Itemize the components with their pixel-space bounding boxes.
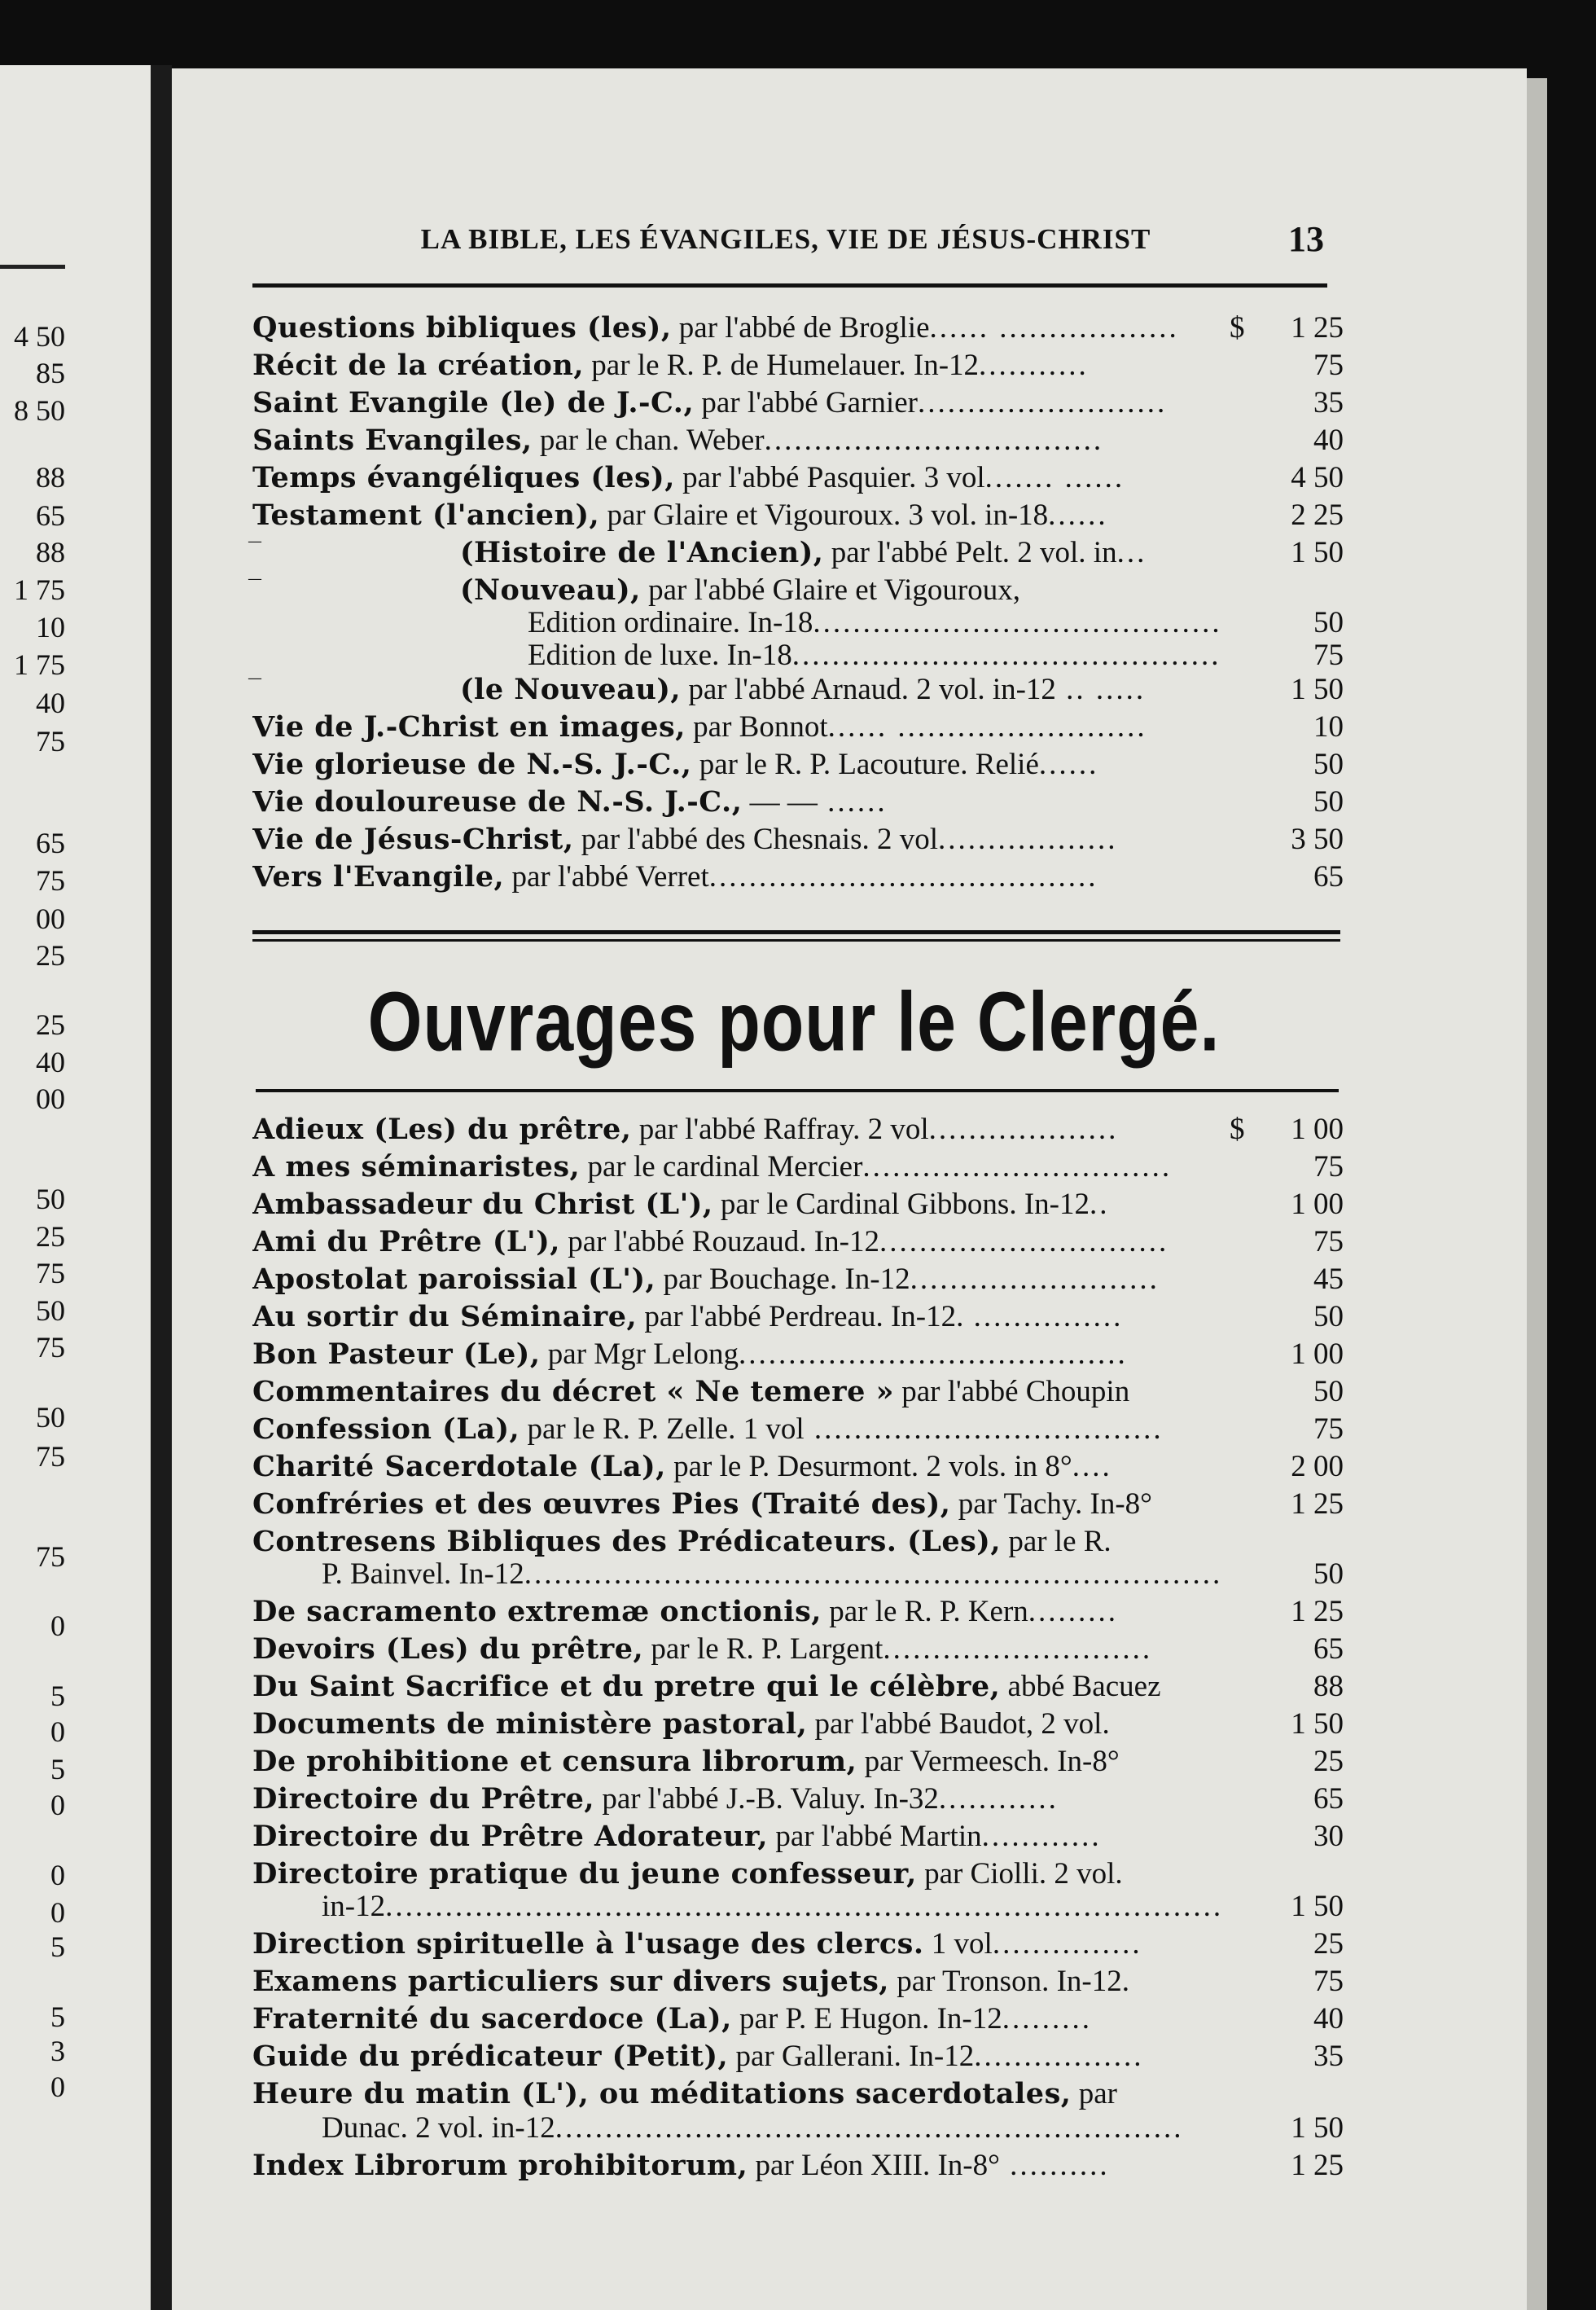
entry-price: 1 50 xyxy=(1291,1707,1344,1741)
entry-title: Temps évangéliques (les), xyxy=(252,461,675,494)
entry-author: Edition ordinaire. In-18 xyxy=(528,606,813,639)
catalog-entry xyxy=(252,459,1344,497)
catalog-entry xyxy=(252,1186,1344,1223)
catalog-entry xyxy=(252,1486,1344,1523)
entry-title: (le Nouveau), xyxy=(460,673,682,706)
entry-title: De sacramento extremæ onctionis, xyxy=(252,1595,822,1628)
left-page-price: 75 xyxy=(36,1257,65,1289)
entry-title: Vers l'Evangile, xyxy=(252,860,505,894)
entry-author: par le R. P. Lacouture. Relié xyxy=(691,748,1039,781)
entry-price: 1 00 xyxy=(1291,1337,1344,1371)
entry-author: 1 vol xyxy=(923,1927,993,1961)
dot-leader: ............... xyxy=(992,1927,1142,1961)
entry-price: 1 25 xyxy=(1291,1487,1344,1521)
section-double-rule-bottom xyxy=(252,939,1340,942)
left-page-price: 00 xyxy=(36,1083,65,1115)
entry-author: par l'abbé Choupin xyxy=(893,1375,1130,1408)
entry-author: par l'abbé J.-B. Valuy. In-32 xyxy=(594,1782,939,1816)
dot-leader: .................................. xyxy=(764,424,1104,457)
dot-leader: ............................................................... xyxy=(555,2111,1184,2145)
entry-title: Direction spirituelle à l'usage des clercs. xyxy=(252,1927,924,1961)
catalog-entry xyxy=(252,1706,1344,1743)
entry-price: 1 50 xyxy=(1291,1890,1344,1923)
dot-leader: ........... xyxy=(979,349,1089,382)
catalog-entry xyxy=(252,1556,1344,1593)
entry-price: 2 25 xyxy=(1291,498,1344,532)
entry-title: Charité Sacerdotale (La), xyxy=(252,1450,666,1483)
dot-leader: ........................................... xyxy=(791,639,1221,672)
entry-price: 65 xyxy=(1313,860,1344,894)
left-page-price: 50 xyxy=(36,1294,65,1327)
entry-author: par le R. P. Zelle. 1 vol xyxy=(520,1412,805,1446)
dot-leader: ............ xyxy=(981,1820,1102,1853)
dot-leader: ................... xyxy=(928,1113,1119,1146)
entry-price: 25 xyxy=(1313,1927,1344,1961)
entry-title: A mes séminaristes, xyxy=(252,1150,581,1184)
dot-leader: ................. xyxy=(974,2040,1144,2073)
left-page-price: 0 xyxy=(50,1896,65,1929)
entry-price: 1 50 xyxy=(1291,536,1344,569)
section-title-rule xyxy=(256,1089,1339,1092)
entry-author: par l'abbé Perdreau. In-12. xyxy=(637,1300,964,1333)
dollar-sign: $ xyxy=(1230,1113,1245,1146)
entry-author: par Mgr Lelong xyxy=(540,1337,739,1371)
entry-title: Vie douloureuse de N.-S. J.-C., xyxy=(252,785,743,819)
entry-title: Index Librorum prohibitorum, xyxy=(252,2149,748,2182)
catalog-entry xyxy=(252,637,1344,674)
entry-author: par l'abbé des Chesnais. 2 vol xyxy=(573,823,939,856)
entry-title: De prohibitione et censura librorum, xyxy=(252,1745,857,1778)
left-page-price: 65 xyxy=(36,499,65,532)
dot-leader: ............................... xyxy=(862,1150,1173,1184)
entry-author: par l'abbé de Broglie xyxy=(671,311,930,345)
left-page-price: 5 xyxy=(50,1930,65,1963)
left-page-price: 85 xyxy=(36,357,65,389)
catalog-entry xyxy=(252,384,1344,422)
catalog-entry xyxy=(252,2147,1344,2185)
entry-title: Confréries et des œuvres Pies (Traité des), xyxy=(252,1487,951,1521)
entry-title: Confession (La), xyxy=(252,1412,520,1446)
entry-author: — — xyxy=(742,785,818,819)
dot-leader: ....... ...... xyxy=(984,461,1125,494)
entry-author: par l'abbé Baudot, 2 vol. xyxy=(807,1707,1110,1741)
left-page-price: 88 xyxy=(36,461,65,494)
left-page-price: 40 xyxy=(36,1046,65,1078)
entry-title: Ambassadeur du Christ (L'), xyxy=(252,1188,713,1221)
header-rule xyxy=(252,283,1327,288)
running-head: LA BIBLE, LES ÉVANGILES, VIE DE JÉSUS-CHRIST xyxy=(420,223,1151,255)
dot-leader: ................................... xyxy=(804,1412,1164,1446)
dot-leader: ...... xyxy=(817,785,888,819)
dot-leader: ...... xyxy=(1048,498,1108,532)
entry-author: Edition de luxe. In-18 xyxy=(528,639,792,672)
entry-price: 10 xyxy=(1313,710,1344,744)
catalog-entry xyxy=(252,1743,1344,1781)
ditto-dash: — xyxy=(248,671,261,685)
left-page-price: 25 xyxy=(36,939,65,972)
entry-author: par l'abbé Garnier xyxy=(694,386,918,419)
entry-author: par l'abbé Pelt. 2 vol. in xyxy=(823,536,1117,569)
catalog-entry xyxy=(252,1888,1344,1926)
section-title: Ouvrages pour le Clergé. xyxy=(367,975,1221,1069)
dot-leader: ............................. xyxy=(879,1225,1169,1258)
entry-price: 50 xyxy=(1313,1375,1344,1408)
entry-price: 35 xyxy=(1313,2040,1344,2073)
left-page-price: 65 xyxy=(36,827,65,859)
catalog-entry xyxy=(252,1411,1344,1448)
entry-price: 1 50 xyxy=(1291,2111,1344,2145)
catalog-entry xyxy=(252,709,1344,746)
entry-title: Documents de ministère pastoral, xyxy=(252,1707,808,1741)
left-page-price: 0 xyxy=(50,1715,65,1748)
dot-leader: .................. xyxy=(938,823,1118,856)
left-page-price: 1 75 xyxy=(14,648,65,681)
left-page-price: 5 xyxy=(50,1753,65,1785)
catalog-entry xyxy=(248,671,1344,709)
catalog-entry xyxy=(252,1631,1344,1668)
catalog-entry xyxy=(252,859,1344,896)
entry-price: 50 xyxy=(1313,1300,1344,1333)
entry-author: par l'abbé Pasquier. 3 vol xyxy=(674,461,985,494)
entry-author: par Tronson. In-12. xyxy=(888,1965,1129,1998)
entry-author: par l'abbé Martin xyxy=(768,1820,982,1853)
entry-price: 65 xyxy=(1313,1782,1344,1816)
catalog-entry xyxy=(252,784,1344,821)
left-page-price: 00 xyxy=(36,902,65,935)
catalog-entry xyxy=(252,1668,1344,1706)
entry-title: Bon Pasteur (Le), xyxy=(252,1337,541,1371)
left-page-price: 50 xyxy=(36,1183,65,1215)
entry-author: par P. E Hugon. In-12 xyxy=(731,2002,1002,2036)
entry-price: 75 xyxy=(1313,639,1344,672)
left-page-price: 75 xyxy=(36,725,65,758)
entry-author: par Bonnot xyxy=(685,710,828,744)
page-edge xyxy=(1527,78,1547,2310)
dot-leader: ......................... xyxy=(910,1263,1160,1296)
entry-title: Heure du matin (L'), ou méditations sacerdotales, xyxy=(252,2077,1072,2110)
entry-title: Directoire pratique du jeune confesseur, xyxy=(252,1857,917,1891)
entry-author: par Glaire et Vigouroux. 3 vol. in-18 xyxy=(599,498,1049,532)
dot-leader: ....................................... xyxy=(739,1337,1128,1371)
entry-author: par le R. P. de Humelauer. In-12 xyxy=(584,349,980,382)
catalog-entry xyxy=(252,1298,1344,1336)
left-page-price: 1 75 xyxy=(14,573,65,606)
catalog-entry xyxy=(252,1818,1344,1855)
entry-title: Récit de la création, xyxy=(252,349,585,382)
dot-leader: ............ xyxy=(938,1782,1059,1816)
catalog-entry xyxy=(252,1223,1344,1261)
entry-title: Du Saint Sacrifice et du pretre qui le célèbre, xyxy=(252,1670,1001,1703)
left-page-price: 50 xyxy=(36,1401,65,1434)
entry-price: 75 xyxy=(1313,349,1344,382)
entry-title: Contresens Bibliques des Prédicateurs. (Les), xyxy=(252,1525,1002,1558)
left-page-price: 3 xyxy=(50,2035,65,2067)
entry-author: par l'abbé Raffray. 2 vol xyxy=(631,1113,929,1146)
entry-title: Ami du Prêtre (L'), xyxy=(252,1225,560,1258)
entry-title: Adieux (Les) du prêtre, xyxy=(252,1113,632,1146)
ditto-dash: — xyxy=(248,572,261,586)
catalog-entry xyxy=(252,1111,1344,1148)
catalog-entry xyxy=(252,1963,1344,2000)
entry-price: 40 xyxy=(1313,424,1344,457)
catalog-entry xyxy=(252,1148,1344,1186)
entry-price: 75 xyxy=(1313,1225,1344,1258)
dot-leader: ...... xyxy=(1038,748,1099,781)
left-page-price: 0 xyxy=(50,1859,65,1891)
catalog-entry xyxy=(252,497,1344,534)
left-page-price: 0 xyxy=(50,2071,65,2103)
left-page-price: 75 xyxy=(36,864,65,897)
entry-price: 50 xyxy=(1313,606,1344,639)
left-page-price: 4 50 xyxy=(14,320,65,353)
entry-price: 2 00 xyxy=(1291,1450,1344,1483)
catalog-entry xyxy=(252,2038,1344,2075)
left-page-fragment xyxy=(0,65,163,2310)
left-page-price: 0 xyxy=(50,1610,65,1642)
entry-title: Directoire du Prêtre Adorateur, xyxy=(252,1820,769,1853)
catalog-entry xyxy=(252,1261,1344,1298)
section-double-rule-top xyxy=(252,930,1340,934)
catalog-entry xyxy=(252,2110,1344,2147)
entry-title: Examens particuliers sur divers sujets, xyxy=(252,1965,889,1998)
dot-leader: .................................................................................... xyxy=(385,1890,1224,1923)
entry-author: par le cardinal Mercier xyxy=(580,1150,863,1184)
dot-leader: ...... .................. xyxy=(929,311,1179,345)
entry-author: in-12 xyxy=(322,1890,386,1923)
entry-price: 35 xyxy=(1313,386,1344,419)
dot-leader: ... xyxy=(1116,536,1147,569)
catalog-entry xyxy=(252,2075,1262,2113)
entry-price: 75 xyxy=(1313,1412,1344,1446)
entry-price: 88 xyxy=(1313,1670,1344,1703)
left-page-price: 5 xyxy=(50,1680,65,1712)
entry-author: par le R. P. Largent xyxy=(643,1632,884,1666)
entry-price: 1 50 xyxy=(1291,673,1344,706)
entry-author: par l'abbé Rouzaud. In-12 xyxy=(560,1225,879,1258)
catalog-entry xyxy=(248,534,1344,572)
entry-price: 1 00 xyxy=(1291,1188,1344,1221)
catalog-entry xyxy=(252,422,1344,459)
dot-leader: ......... xyxy=(1028,1595,1119,1628)
entry-author: par le Cardinal Gibbons. In-12 xyxy=(712,1188,1090,1221)
entry-title: Vie de J.-Christ en images, xyxy=(252,710,686,744)
dot-leader: .. ..... xyxy=(1055,673,1147,706)
dot-leader: ........................... xyxy=(883,1632,1153,1666)
entry-author: par l'abbé Verret xyxy=(504,860,709,894)
catalog-entry xyxy=(252,347,1344,384)
entry-price: 40 xyxy=(1313,2002,1344,2036)
entry-title: Commentaires du décret « Ne temere » xyxy=(252,1375,894,1408)
left-page-price: 75 xyxy=(36,1331,65,1364)
dot-leader: ......................... xyxy=(917,386,1168,419)
entry-author: abbé Bacuez xyxy=(1000,1670,1161,1703)
ditto-dash: — xyxy=(248,534,261,548)
entry-author: par Bouchage. In-12 xyxy=(656,1263,910,1296)
dot-leader: ......................................... xyxy=(813,606,1222,639)
entry-price: 50 xyxy=(1313,748,1344,781)
entry-price: 30 xyxy=(1313,1820,1344,1853)
entry-title: (Nouveau), xyxy=(460,573,641,607)
entry-price: 45 xyxy=(1313,1263,1344,1296)
book-gutter xyxy=(151,65,172,2310)
entry-title: Saint Evangile (le) de J.-C., xyxy=(252,386,695,419)
entry-author: par l'abbé Arnaud. 2 vol. in-12 xyxy=(681,673,1056,706)
entry-price: 65 xyxy=(1313,1632,1344,1666)
catalog-entry xyxy=(252,1926,1344,1963)
catalog-entry xyxy=(252,2000,1344,2038)
left-page-price: 8 50 xyxy=(14,394,65,427)
dot-leader: .. xyxy=(1089,1188,1110,1221)
dot-leader: ...... ......................... xyxy=(827,710,1147,744)
left-page-price: 75 xyxy=(36,1540,65,1573)
entry-author: par Gallerani. In-12 xyxy=(728,2040,975,2073)
entry-author: par le R. P. Kern xyxy=(821,1595,1028,1628)
left-page-price: 25 xyxy=(36,1008,65,1041)
entry-price: 1 25 xyxy=(1291,2149,1344,2182)
catalog-entry xyxy=(252,1781,1344,1818)
entry-price: 3 50 xyxy=(1291,823,1344,856)
entry-price: 50 xyxy=(1313,785,1344,819)
left-page-price: 40 xyxy=(36,687,65,719)
entry-author: par xyxy=(1071,2077,1117,2110)
entry-title: Questions bibliques (les), xyxy=(252,311,672,345)
left-page-price: 25 xyxy=(36,1220,65,1253)
left-page-price: 75 xyxy=(36,1440,65,1473)
entry-author: par le P. Desurmont. 2 vols. in 8° xyxy=(665,1450,1072,1483)
entry-price: 25 xyxy=(1313,1745,1344,1778)
dot-leader: .... xyxy=(1072,1450,1112,1483)
dot-leader: ....................................... xyxy=(708,860,1098,894)
page-number: 13 xyxy=(1288,219,1324,259)
catalog-entry xyxy=(252,310,1344,347)
catalog-entry xyxy=(252,1336,1344,1373)
entry-author: par l'abbé Glaire et Vigouroux, xyxy=(640,573,1020,607)
entry-price: 1 00 xyxy=(1291,1113,1344,1146)
entry-author: par Ciolli. 2 vol. xyxy=(916,1857,1123,1891)
entry-price: 50 xyxy=(1313,1557,1344,1591)
catalog-entry xyxy=(252,821,1344,859)
entry-title: Directoire du Prêtre, xyxy=(252,1782,595,1816)
left-page-rule xyxy=(0,265,65,269)
catalog-entry xyxy=(252,1448,1344,1486)
entry-price: 4 50 xyxy=(1291,461,1344,494)
left-page-price: 88 xyxy=(36,536,65,569)
entry-title: Apostolat paroissial (L'), xyxy=(252,1263,656,1296)
entry-author: Dunac. 2 vol. in-12 xyxy=(322,2111,555,2145)
left-page-price: 10 xyxy=(36,611,65,643)
dollar-sign: $ xyxy=(1230,311,1245,345)
entry-author: par Tachy. In-8° xyxy=(950,1487,1152,1521)
left-page-price: 0 xyxy=(50,1789,65,1821)
entry-author: P. Bainvel. In-12 xyxy=(322,1557,524,1591)
entry-author: par Vermeesch. In-8° xyxy=(857,1745,1120,1778)
entry-title: Vie glorieuse de N.-S. J.-C., xyxy=(252,748,692,781)
entry-price: 75 xyxy=(1313,1150,1344,1184)
dot-leader: ............... xyxy=(963,1300,1124,1333)
catalog-entry xyxy=(252,1373,1344,1411)
entry-title: (Histoire de l'Ancien), xyxy=(460,536,824,569)
catalog-entry xyxy=(252,746,1344,784)
entry-author: par le R. xyxy=(1001,1525,1112,1558)
entry-title: Devoirs (Les) du prêtre, xyxy=(252,1632,644,1666)
entry-title: Au sortir du Séminaire, xyxy=(252,1300,638,1333)
entry-title: Vie de Jésus-Christ, xyxy=(252,823,574,856)
entry-price: 1 25 xyxy=(1291,1595,1344,1628)
catalog-entry xyxy=(252,1593,1344,1631)
dot-leader: ......... xyxy=(1002,2002,1092,2036)
entry-title: Saints Evangiles, xyxy=(252,424,533,457)
entry-title: Fraternité du sacerdoce (La), xyxy=(252,2002,732,2036)
entry-price: 75 xyxy=(1313,1965,1344,1998)
entry-price: 1 25 xyxy=(1291,311,1344,345)
dot-leader: ...................................................................... xyxy=(524,1557,1223,1591)
entry-author: par Léon XIII. In-8° xyxy=(748,2149,1000,2182)
entry-title: Guide du prédicateur (Petit), xyxy=(252,2040,729,2073)
entry-title: Testament (l'ancien), xyxy=(252,498,600,532)
left-page-price: 5 xyxy=(50,2000,65,2033)
entry-author: par le chan. Weber xyxy=(532,424,765,457)
dot-leader: .......... xyxy=(999,2149,1110,2182)
